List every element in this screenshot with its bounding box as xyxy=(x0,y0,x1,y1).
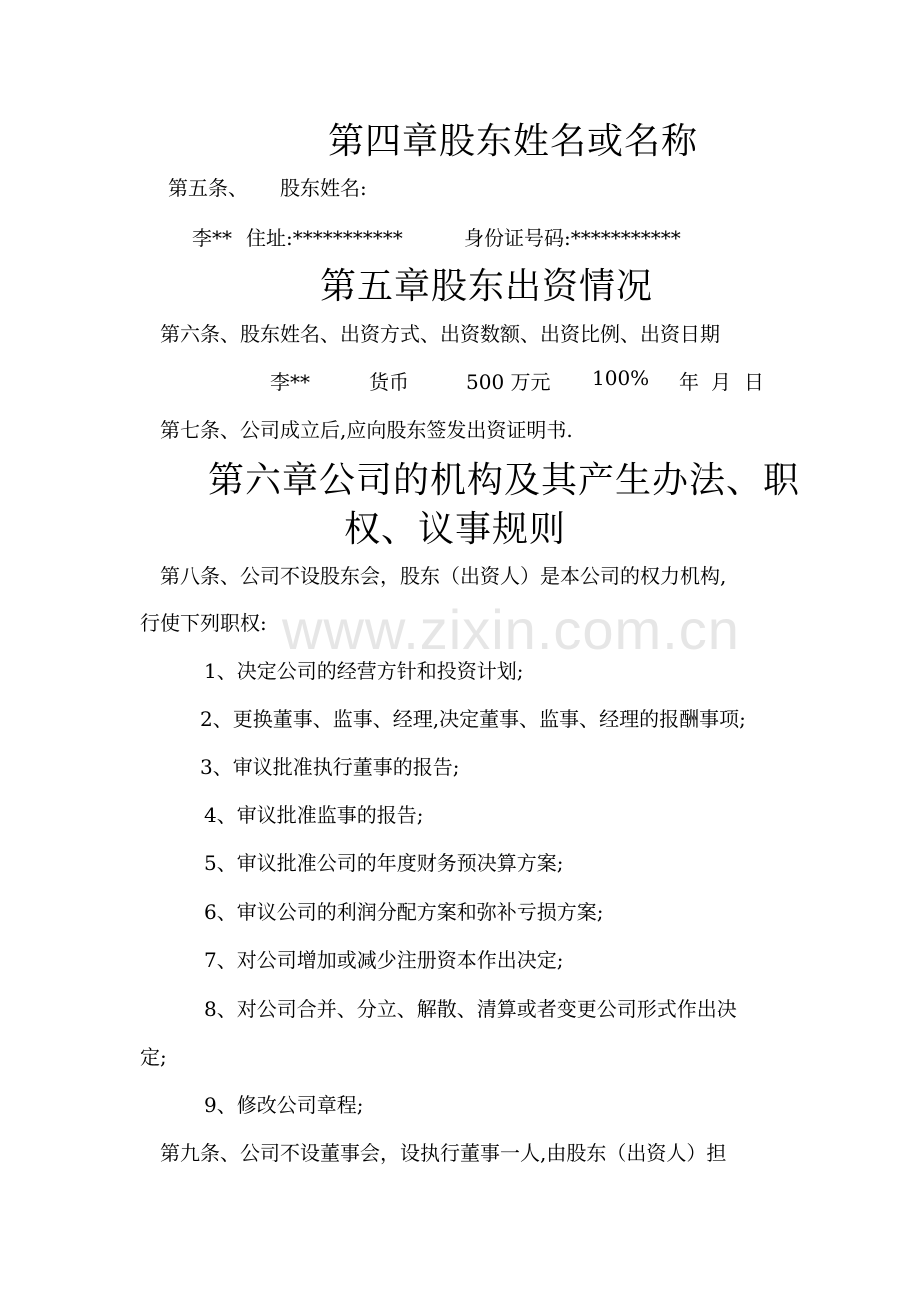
list-item: 6、审议公司的利润分配方案和弥补亏损方案; xyxy=(204,900,604,924)
watermark: www.zixin.com.cn xyxy=(282,598,740,661)
chapter-4-title: 第四章股东姓名或名称 xyxy=(328,121,699,162)
list-item: 9、修改公司章程; xyxy=(204,1093,364,1117)
shareholder-name: 李** xyxy=(192,226,232,250)
contribution-ratio: 100% xyxy=(592,366,650,390)
list-item: 3、审议批准执行董事的报告; xyxy=(200,755,460,779)
shareholder-id-number: 身份证号码:*********** xyxy=(464,226,681,250)
contribution-year: 年 xyxy=(679,370,699,394)
chapter-5-title: 第五章股东出资情况 xyxy=(320,266,654,307)
list-item: 4、审议批准监事的报告; xyxy=(204,803,424,827)
contribution-amount: 500 万元 xyxy=(466,370,551,394)
chapter-6-title-line-1: 第六章公司的机构及其产生办法、职 xyxy=(208,460,801,501)
list-item-continuation: 定; xyxy=(140,1045,167,1069)
article-5-text: 股东姓名: xyxy=(280,176,367,200)
article-8-line-1: 第八条、公司不设股东会，股东（出资人）是本公司的权力机构, xyxy=(160,564,727,588)
article-8-line-2: 行使下列职权: xyxy=(140,611,267,635)
contribution-method: 货币 xyxy=(369,370,409,394)
list-item: 2、更换董事、监事、经理,决定董事、监事、经理的报酬事项; xyxy=(200,707,746,731)
chapter-6-title-line-2: 权、议事规则 xyxy=(344,509,567,550)
list-item: 8、对公司合并、分立、解散、清算或者变更公司形式作出决 xyxy=(204,997,737,1021)
article-6: 第六条、股东姓名、出资方式、出资数额、出资比例、出资日期 xyxy=(160,322,720,346)
contribution-name: 李** xyxy=(270,370,310,394)
shareholder-address: 住址:*********** xyxy=(246,226,403,250)
list-item: 1、决定公司的经营方针和投资计划; xyxy=(204,659,524,683)
contribution-day: 日 xyxy=(744,370,764,394)
article-5-label: 第五条、 xyxy=(168,176,248,200)
list-item: 7、对公司增加或减少注册资本作出决定; xyxy=(204,948,564,972)
article-7: 第七条、公司成立后,应向股东签发出资证明书. xyxy=(160,418,573,442)
list-item: 5、审议批准公司的年度财务预决算方案; xyxy=(204,851,564,875)
article-9: 第九条、公司不设董事会，设执行董事一人,由股东（出资人）担 xyxy=(160,1141,727,1165)
contribution-month: 月 xyxy=(711,370,731,394)
